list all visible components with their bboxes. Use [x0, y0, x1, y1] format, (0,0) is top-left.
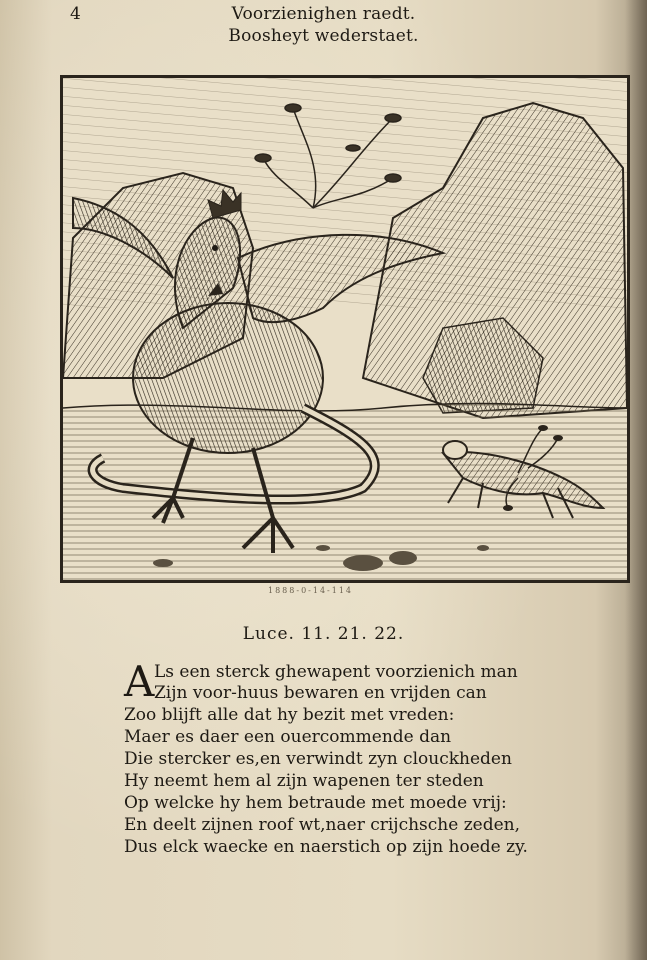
- page-number: 4: [70, 4, 81, 24]
- poem-line: Op welcke hy hem betraude met moede vrij:: [124, 793, 507, 813]
- engraving-illustration: [63, 78, 627, 580]
- poem-line: En deelt zijnen roof wt,naer crijchsche zeden,: [124, 815, 521, 835]
- emblem-motto-line-2: Boosheyt wederstaet.: [228, 26, 419, 46]
- poem-line: Hy neemt hem al zijn wapenen ter steden: [124, 771, 484, 791]
- poem-line: Ls een sterck ghewapent voorzienich man: [154, 662, 518, 682]
- poem-drop-cap: A: [124, 657, 155, 706]
- scripture-reference: Luce. 11. 21. 22.: [242, 624, 405, 644]
- poem-line: Die stercker es,en verwindt zyn clouckheden: [124, 749, 512, 769]
- emblem-engraving: [60, 75, 630, 583]
- plate-number: 1888-0-14-114: [268, 586, 354, 595]
- poem-line: Dus elck waecke en naerstich op zijn hoede zy.: [124, 837, 528, 857]
- emblem-motto-line-1: Voorzienighen raedt.: [231, 4, 416, 24]
- poem-line: Zoo blijft alle dat hy bezit met vreden:: [124, 705, 455, 725]
- poem-line: Maer es daer een ouercommende dan: [124, 727, 452, 747]
- poem-line: Zijn voor-huus bewaren en vrijden can: [154, 683, 487, 703]
